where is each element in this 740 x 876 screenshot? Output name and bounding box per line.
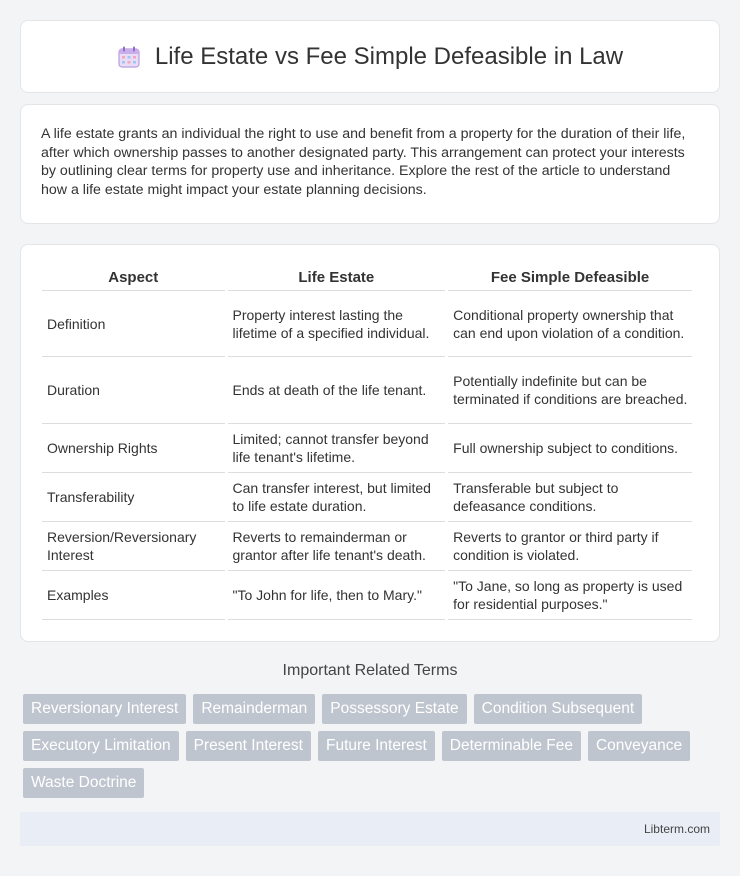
related-terms-title: Important Related Terms [282,662,458,679]
table-row [42,291,692,357]
table-cell: Limited; cannot transfer beyond life tenant's lifetime. [228,424,446,473]
table-cell: Transferable but subject to defeasance conditions. [448,473,692,522]
table-row [42,357,692,424]
related-terms-list [23,694,713,798]
table-row [42,571,692,620]
tag-future-interest[interactable]: Future Interest [318,731,435,761]
tag-determinable-fee[interactable]: Determinable Fee [442,731,581,761]
table-cell: "To Jane, so long as property is used for residential purposes." [448,571,692,620]
table-cell: Potentially indefinite but can be terminated if conditions are breached. [448,357,692,424]
tag-remainderman[interactable]: Remainderman [193,694,315,724]
tag-waste-doctrine[interactable]: Waste Doctrine [23,768,144,798]
table-row [42,522,692,571]
tag-possessory-estate[interactable]: Possessory Estate [322,694,466,724]
table-cell: "To John for life, then to Mary." [228,571,446,620]
table-row [42,473,692,522]
tag-executory-limitation[interactable]: Executory Limitation [23,731,179,761]
table-cell: Examples [42,571,225,620]
calendar-icon [117,45,141,69]
table-header-row [42,267,692,291]
table-cell: Reversion/Reversionary Interest [42,522,225,571]
tag-present-interest[interactable]: Present Interest [186,731,311,761]
table-cell: Transferability [42,473,225,522]
table-cell: Conditional property ownership that can end upon violation of a condition. [448,291,692,357]
table-row [42,424,692,473]
footer [20,812,720,846]
table-cell: Ends at death of the life tenant. [228,357,446,424]
page-title: Life Estate vs Fee Simple Defeasible in Law [154,42,624,70]
footer-brand[interactable]: Libterm.com [643,822,710,836]
tag-reversionary-interest[interactable]: Reversionary Interest [23,694,186,724]
table-cell: Reverts to grantor or third party if condition is violated. [448,522,692,571]
comparison-table-card [20,244,720,642]
tag-conveyance[interactable]: Conveyance [588,731,690,761]
title-wrap [117,43,623,71]
table-cell: Duration [42,357,225,424]
table-cell: Property interest lasting the lifetime of a specified individual. [228,291,446,357]
table-cell: Reverts to remainderman or grantor after life tenant's death. [228,522,446,571]
table-cell: Ownership Rights [42,424,225,473]
intro-paragraph: A life estate grants an individual the right to use and benefit from a property for the duration of their life, after which ownership passes to another designated party. This arrangement can protect your interests by outlining clear terms for property use and inheritance. Explore the rest of the article to understand how a life estate might impact your estate planning decisions. [41,126,686,198]
table-cell: Full ownership subject to conditions. [448,424,692,473]
header-life-estate: Life Estate [228,267,446,291]
table-cell: Definition [42,291,225,357]
tag-condition-subsequent[interactable]: Condition Subsequent [474,694,643,724]
header-aspect: Aspect [42,267,225,291]
header-fee-simple: Fee Simple Defeasible [448,267,692,291]
header-card [20,20,720,93]
comparison-table [39,267,695,620]
table-cell: Can transfer interest, but limited to life estate duration. [228,473,446,522]
intro-card [20,104,720,224]
